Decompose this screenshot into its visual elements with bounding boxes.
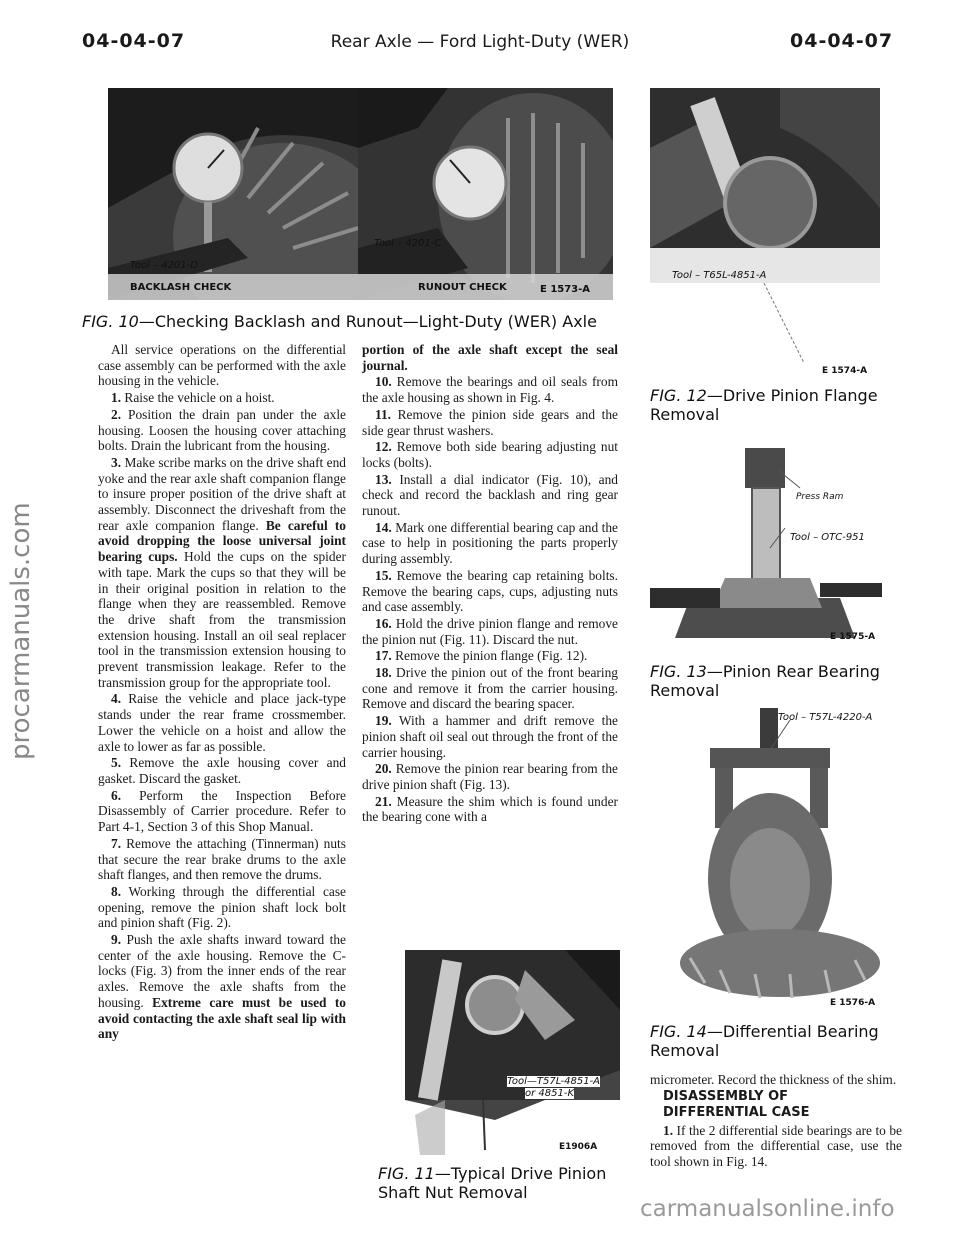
step-number: 8.	[111, 883, 122, 899]
step-1	[98, 390, 346, 406]
step-7	[98, 836, 346, 883]
fig12-caption-number: FIG. 12	[650, 386, 707, 405]
step-17	[362, 648, 618, 664]
fig11-tool-label: Tool—T57L-4851-A	[507, 1076, 601, 1087]
fig13-tool-label: Tool – OTC-951	[790, 532, 865, 543]
step-text: Measure the shim which is found under the bearing cone with a	[362, 793, 618, 825]
fig13-press-label: Press Ram	[796, 492, 844, 502]
step-text: Remove the pinion rear bearing from the drive pinion shaft (Fig. 13).	[362, 761, 618, 792]
fig10-photo-backlash	[108, 88, 358, 300]
paragraph-continued	[362, 342, 618, 373]
fig11-caption	[378, 1164, 628, 1202]
step-8	[98, 884, 346, 931]
step-number: 1.	[663, 1122, 674, 1138]
fig14-photo	[650, 708, 882, 1012]
paragraph-intro: All service operations on the differential case assembly can be performed with the axle housing in the vehicle.	[98, 342, 346, 389]
step-5	[98, 755, 346, 786]
section-heading-line-2: DIFFERENTIAL CASE	[663, 1104, 810, 1120]
fig11-caption-text: —Typical Drive Pinion Shaft Nut Removal	[378, 1164, 607, 1202]
fig13-caption-number: FIG. 13	[650, 662, 707, 681]
step-text: Drive the pinion out of the front bearing cone and remove it from the carrier housing. Remove and discard the bearing spacer.	[362, 665, 618, 712]
step-number: 17.	[375, 648, 392, 664]
step-number: 11.	[375, 406, 391, 422]
step-text: Install a dial indicator (Fig. 10), and check and record the backlash and ring gear runout.	[362, 471, 619, 519]
step-20	[362, 761, 618, 792]
step-12	[362, 439, 618, 470]
step-number: 14.	[375, 519, 392, 535]
paragraph-continued: micrometer. Record the thickness of the shim.	[650, 1072, 897, 1087]
step-1-disassembly	[650, 1123, 902, 1170]
step-3	[98, 455, 346, 691]
step-number: 13.	[375, 471, 392, 487]
fig14-tool-label: Tool – T57L-4220-A	[778, 712, 873, 723]
fig10-caption-number: FIG. 10	[82, 312, 139, 331]
step-11	[362, 407, 618, 438]
step-warning: Extreme care must be used to avoid contacting the axle shaft seal lip with any	[98, 994, 346, 1042]
step-number: 5.	[111, 755, 122, 771]
step-2	[98, 407, 346, 454]
step-number: 3.	[111, 454, 122, 470]
step-number: 19.	[375, 713, 392, 729]
text-column-1	[98, 342, 346, 1043]
step-number: 18.	[375, 665, 392, 681]
fig10-code-label: E 1573-A	[540, 284, 591, 295]
fig12-photo	[650, 88, 880, 283]
step-number: 2.	[111, 406, 122, 422]
fig11-photo	[375, 950, 620, 1158]
step-text: If the 2 differential side bearings are to be removed from the differential case, use the tool shown in Fig. 14.	[650, 1122, 902, 1170]
fig13-code-label: E 1575-A	[830, 632, 876, 642]
step-number: 9.	[111, 932, 122, 948]
fig13-caption-text: —Pinion Rear Bearing Removal	[650, 662, 880, 700]
text-column-2	[362, 342, 618, 826]
step-text: Remove the bearing cap retaining bolts. Remove the bearing caps, cups, adjusting nuts and case assembly.	[362, 567, 618, 615]
fig14-code-label: E 1576-A	[830, 998, 876, 1008]
step-19	[362, 713, 618, 760]
fig10-tool-left-label: Tool – 4201-D	[130, 260, 199, 271]
fig14-caption-number: FIG. 14	[650, 1022, 707, 1041]
fig10-photo-runout	[358, 88, 613, 300]
step-15	[362, 568, 618, 615]
fig11-code-label: E1906A	[559, 1142, 598, 1152]
fig11-tool-alt-label: or 4851-K	[525, 1088, 575, 1099]
step-9	[98, 932, 346, 1042]
step-number: 7.	[111, 835, 122, 851]
step-text: Remove the pinion side gears and the side gear thrust washers.	[362, 406, 618, 438]
step-text: Working through the differential case opening, remove the pinion shaft lock bolt and pinion shaft (Fig. 2).	[98, 883, 346, 931]
fig13-photo	[650, 448, 882, 646]
step-text: Remove the axle housing cover and gasket. Discard the gasket.	[98, 755, 346, 786]
step-warning: portion of the axle shaft except the seal journal.	[362, 342, 618, 373]
step-text: Push the axle shafts inward toward the center of the axle housing. Remove the C-locks (Fig. 3) from the inner ends of the rear axles. Remove the axle shafts from the housing.	[98, 932, 346, 1010]
step-6	[98, 788, 346, 835]
step-text: Raise the vehicle and place jack-type stands under the rear frame crossmember. Lower the vehicle on a hoist and allow the axle to lower as far as possible.	[98, 691, 346, 754]
fig12-tool-label: Tool – T65L-4851-A	[672, 270, 767, 281]
fig12-leader-line	[760, 283, 820, 368]
fig14-caption-text: —Differential Bearing Removal	[650, 1022, 879, 1060]
step-number: 4.	[111, 691, 122, 707]
step-number: 6.	[111, 787, 122, 803]
text-column-3	[650, 1072, 902, 1171]
fig12-caption-text: —Drive Pinion Flange Removal	[650, 386, 878, 424]
step-16	[362, 616, 618, 647]
step-number: 15.	[375, 567, 392, 583]
page-number-right: 04-04-07	[790, 30, 894, 52]
step-warning: Be careful to avoid dropping the loose universal joint bearing cups.	[98, 517, 346, 565]
fig12-caption	[650, 386, 900, 424]
step-number: 21.	[375, 793, 392, 809]
fig10-caption	[82, 312, 642, 331]
step-18	[362, 665, 618, 712]
fig11-caption-number: FIG. 11	[378, 1164, 435, 1183]
fig10-caption-text: —Checking Backlash and Runout—Light-Duty (WER) Axle	[138, 312, 597, 331]
footer-watermark: carmanualsonline.info	[640, 1196, 895, 1222]
step-10	[362, 374, 618, 405]
fig10-tool-right-label: Tool – 4201-C	[374, 238, 442, 249]
fig12-code-label: E 1574-A	[822, 366, 868, 376]
step-text: Remove the bearings and oil seals from the axle housing as shown in Fig. 4.	[362, 374, 618, 406]
fig10-runout-label: RUNOUT CHECK	[418, 282, 507, 293]
page-number-left: 04-04-07	[82, 30, 186, 52]
step-text: Hold the cups on the spider with tape. Mark the cups so that they will be in their original position in relation to the flange when they are reassembled. Remove the drive shaft from the transmission extension housing. Install an oil seal replacer tool in the transmission extension housing to prevent transmission leakage. Refer to the transmission group for the appropriate tool.	[98, 549, 346, 690]
side-watermark: procarmanuals.com	[6, 502, 36, 760]
step-text: Perform the Inspection Before Disassembly of Carrier procedure. Refer to Part 4-1, Section 3 of this Shop Manual.	[98, 787, 346, 835]
step-text: Position the drain pan under the axle housing. Loosen the housing cover attaching bolts. Drain the lubricant from the housing.	[98, 406, 346, 454]
step-text: With a hammer and drift remove the pinion shaft oil seal out through the front of the carrier housing.	[362, 713, 618, 760]
step-21	[362, 794, 618, 825]
step-text: Remove both side bearing adjusting nut locks (bolts).	[362, 439, 618, 470]
step-number: 1.	[111, 390, 122, 406]
fig13-caption	[650, 662, 900, 700]
step-number: 10.	[375, 374, 392, 390]
step-number: 12.	[375, 439, 392, 455]
section-heading-line-1: DISASSEMBLY OF	[663, 1088, 789, 1104]
fig14-caption	[650, 1022, 900, 1060]
step-text: Mark one differential bearing cap and the case to help in positioning the parts properly during assembly.	[362, 519, 618, 567]
step-text: Remove the pinion flange (Fig. 12).	[395, 648, 588, 664]
step-4	[98, 691, 346, 754]
step-13	[362, 472, 618, 519]
step-text: Raise the vehicle on a hoist.	[124, 390, 275, 406]
step-text: Hold the drive pinion flange and remove the pinion nut (Fig. 11). Discard the nut.	[362, 615, 618, 647]
step-text: Remove the attaching (Tinnerman) nuts that secure the rear brake drums to the axle shaft flanges, and then remove the drums.	[98, 835, 346, 883]
step-number: 16.	[375, 615, 392, 631]
step-14	[362, 520, 618, 567]
page-title: Rear Axle — Ford Light-Duty (WER)	[330, 32, 630, 52]
step-number: 20.	[375, 761, 392, 777]
step-text: Make scribe marks on the drive shaft end yoke and the rear axle shaft companion flange to insure proper position of the drive shaft at assembly. Disconnect the driveshaft from the rear axle companion flange.	[98, 454, 346, 533]
fig10-backlash-label: BACKLASH CHECK	[130, 282, 232, 293]
